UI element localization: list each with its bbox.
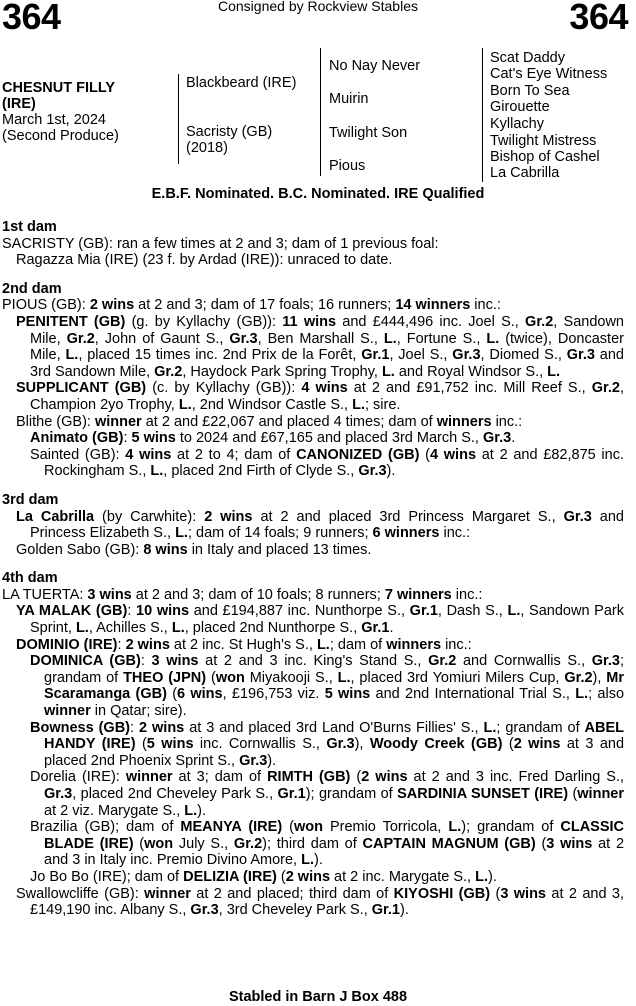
gen3-2: Cat's Eye Witness xyxy=(490,66,608,82)
section-2nd-dam: 2nd dam xyxy=(2,280,62,297)
section-4th-dam: 4th dam xyxy=(2,570,58,587)
gen2-4: Pious xyxy=(329,158,366,174)
dam4-grandoffspring: Jo Bo Bo (IRE); dam of DELIZIA (IRE) (2 wins at 2 inc. Marygate S., L.). xyxy=(30,868,497,885)
dam3-paragraph: La Cabrilla (by Carwhite): 2 wins at 2 and placed 3rd Princess Margaret S., Gr.3 and Princess Elizabeth S., L.; dam of 14 foals; 9 runners; 6 winners inc.: xyxy=(16,508,624,542)
foaling-date: March 1st, 2024 xyxy=(2,112,106,128)
horse-name-line1: CHESNUT FILLY xyxy=(2,80,116,96)
dam1-paragraph: SACRISTY (GB): ran a few times at 2 and 3; dam of 1 previous foal: xyxy=(2,235,439,252)
dam4-offspring: DOMINIO (IRE): 2 wins at 2 inc. St Hugh's S., L.; dam of winners inc.: xyxy=(16,636,472,653)
dam2-offspring: SUPPLICANT (GB) (c. by Kyllachy (GB)): 4 wins at 2 and £91,752 inc. Mill Reef S., Gr.2, Champion 2yo Trophy, L., 2nd Windsor Castle S., L.; sire. xyxy=(16,380,624,413)
dam4-grandoffspring: Brazilia (GB); dam of MEANYA (IRE) (won Premio Torricola, L.); grandam of CLASSIC BLADE (IRE) (won July S., Gr.2); third dam of CAPTAIN MAGNUM (GB) (3 wins at 2 and 3 in Italy inc. Premio Divino Amore, L.). xyxy=(30,819,625,869)
pedigree-body xyxy=(2,219,624,919)
gen3-6: Twilight Mistress xyxy=(490,133,597,149)
horse-description xyxy=(2,80,119,144)
dam1-foal: Ragazza Mia (IRE) (23 f. by Ardad (IRE)): unraced to date. xyxy=(16,252,393,269)
stabling-info: Stabled in Barn J Box 488 xyxy=(228,989,408,1005)
gen3-3: Born To Sea xyxy=(490,83,570,99)
dam2-offspring: PENITENT (GB) (g. by Kyllachy (GB)): 11 wins and £444,496 inc. Joel S., Gr.2, Sandown Mile, Gr.2, John of Gaunt S., Gr.3, Ben Marshall S., L., Fortune S., L. (twice), Doncaster Mile, L., placed 15 times inc. 2nd Prix de la Forêt, Gr.1, Joel S., Gr.3, Diomed S., Gr.3 and 3rd Sandown Mile, Gr.2, Haydock Park Spring Trophy, L. and Royal Windsor S., L. xyxy=(16,313,624,380)
gen3-8: La Cabrilla xyxy=(490,165,560,181)
section-1st-dam: 1st dam xyxy=(2,219,57,235)
produce-note: (Second Produce) xyxy=(2,128,119,144)
gen3-7: Bishop of Cashel xyxy=(490,149,600,165)
dam4-offspring: YA MALAK (GB): 10 wins and £194,887 inc. Nunthorpe S., Gr.1, Dash S., L., Sandown Park Sprint, L., Achilles S., L., placed 2nd Nunthorpe S., Gr.1. xyxy=(16,603,624,637)
dam2-grandoffspring: Sainted (GB): 4 wins at 2 to 4; dam of CANONIZED (GB) (4 wins at 2 and £82,875 inc. Rockingham S., L., placed 2nd Firth of Clyde S., Gr.3). xyxy=(30,446,624,480)
dam4-grandoffspring: Bowness (GB): 2 wins at 3 and placed 3rd Land O'Burns Fillies' S., L.; grandam of ABEL HANDY (IRE) (5 wins inc. Cornwallis S., Gr.3), Woody Creek (GB) (2 wins at 3 and placed 2nd Phoenix Sprint S., Gr.3). xyxy=(30,719,625,769)
lot-number-left: 364 xyxy=(2,0,61,37)
dam4-grandoffspring: DOMINICA (GB): 3 wins at 2 and 3 inc. King's Stand S., Gr.2 and Cornwallis S., Gr.3; grandam of THEO (JPN) (won Miyakooji S., L., placed 3rd Yomiuri Milers Cup, Gr.2), Mr Scaramanga (GB) (6 wins, £196,753 viz. 5 wins and 2nd International Trial S., L.; also winner in Qatar; sire). xyxy=(30,653,625,720)
lot-number-right: 364 xyxy=(569,0,628,37)
dam4-grandoffspring: Dorelia (IRE): winner at 3; dam of RIMTH (GB) (2 wins at 2 and 3 inc. Fred Darling S., Gr.3, placed 2nd Cheveley Park S., Gr.1); grandam of SARDINIA SUNSET (IRE) (winner at 2 viz. Marygate S., L.). xyxy=(30,769,625,819)
gen2-2: Muirin xyxy=(329,91,369,107)
sire-name: Blackbeard (IRE) xyxy=(186,75,297,91)
dam4-paragraph: LA TUERTA: 3 wins at 2 and 3; dam of 10 foals; 8 runners; 7 winners inc.: xyxy=(2,586,483,603)
gen3-4: Girouette xyxy=(490,99,550,115)
dam-name: Sacristy (GB) (2018) xyxy=(186,124,273,156)
horse-name-line2: (IRE) xyxy=(2,96,36,112)
dam2-paragraph: PIOUS (GB): 2 wins at 2 and 3; dam of 17 foals; 16 runners; 14 winners inc.: xyxy=(2,297,501,314)
dam3-offspring: Golden Sabo (GB): 8 wins in Italy and placed 13 times. xyxy=(16,541,372,558)
gen2-3: Twilight Son xyxy=(329,125,408,141)
gen3-5: Kyllachy xyxy=(490,116,544,132)
dam2-grandoffspring: Animato (GB): 5 wins to 2024 and £67,165 and placed 3rd March S., Gr.3. xyxy=(30,430,516,447)
pedigree-bracket-1 xyxy=(178,74,179,164)
dam4-offspring: Swallowcliffe (GB): winner at 2 and placed; third dam of KIYOSHI (GB) (3 wins at 2 and 3, £149,190 inc. Albany S., Gr.3, 3rd Cheveley Park S., Gr.1). xyxy=(16,885,625,919)
nominations-line: E.B.F. Nominated. B.C. Nominated. IRE Qualified xyxy=(151,186,485,202)
pedigree-bracket-3 xyxy=(482,48,483,182)
consignor-line: Consigned by Rockview Stables xyxy=(218,0,418,14)
dam2-offspring: Blithe (GB): winner at 2 and £22,067 and placed 4 times; dam of winners inc.: xyxy=(16,413,523,430)
gen2-1: No Nay Never xyxy=(329,58,421,74)
section-3rd-dam: 3rd dam xyxy=(2,491,59,508)
pedigree-bracket-2 xyxy=(320,48,321,176)
gen3-1: Scat Daddy xyxy=(490,50,565,66)
